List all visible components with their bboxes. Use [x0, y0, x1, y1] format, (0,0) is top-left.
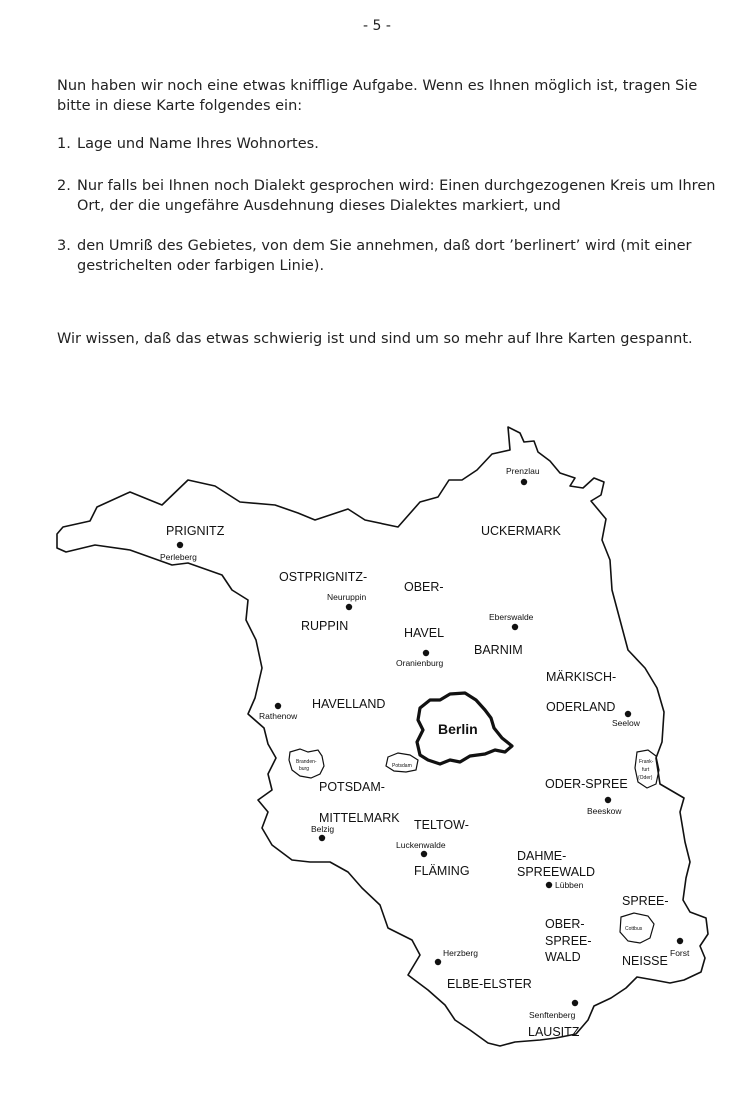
region-maerkisch: MÄRKISCH-: [546, 670, 617, 684]
region-wald: WALD: [545, 950, 581, 964]
region-uckermark: UCKERMARK: [481, 524, 561, 538]
region-elbe-elster: ELBE-ELSTER: [447, 977, 532, 991]
city-eberswalde: Eberswalde: [489, 612, 534, 622]
city-dot-herzberg: [435, 959, 441, 965]
city-rathenow: Rathenow: [259, 711, 298, 721]
region-dahme: DAHME-: [517, 849, 567, 863]
city-dot-luckenwalde: [421, 851, 427, 857]
cottbus-city-label: Cottbus: [625, 926, 643, 932]
berlin-label: Berlin: [438, 721, 478, 737]
region-spree-2: SPREE-: [545, 934, 592, 948]
region-lausitz: LAUSITZ: [528, 1025, 580, 1039]
city-beeskow: Beeskow: [587, 806, 622, 816]
region-spree: SPREE-: [622, 894, 669, 908]
list-item-number: 2.: [57, 178, 71, 194]
region-ober: OBER-: [404, 580, 444, 594]
region-ostprignitz: OSTPRIGNITZ-: [279, 570, 368, 584]
city-dot-perleberg: [177, 542, 183, 548]
city-belzig: Belzig: [311, 824, 335, 834]
state-outline: [57, 427, 708, 1046]
city-dot-neuruppin: [346, 604, 352, 610]
city-dot-rathenow: [275, 703, 281, 709]
region-havelland: HAVELLAND: [312, 697, 386, 711]
region-ober-2: OBER-: [545, 917, 585, 931]
city-dot-eberswalde: [512, 624, 518, 630]
region-havel: HAVEL: [404, 626, 445, 640]
brandenburg-city-label-1: Branden-: [296, 759, 317, 765]
city-oranienburg: Oranienburg: [396, 658, 444, 668]
region-neisse: NEISSE: [622, 954, 668, 968]
frankfurt-city-label-2: furt: [642, 767, 650, 773]
list-item-text: Nur falls bei Ihnen noch Dialekt gesprochen wird: Einen durchgezogenen Kreis um Ihren Ort, der die ungefähre Ausdehnung dieses Dialektes markiert, und: [77, 178, 716, 214]
region-potsdam: POTSDAM-: [319, 780, 385, 794]
region-teltow: TELTOW-: [414, 818, 469, 832]
city-dots: [177, 479, 683, 1006]
region-prignitz: PRIGNITZ: [166, 524, 225, 538]
region-flaeming: FLÄMING: [414, 864, 470, 878]
city-neuruppin: Neuruppin: [327, 592, 367, 602]
city-seelow: Seelow: [612, 718, 640, 728]
intro-paragraph: Nun haben wir noch eine etwas knifflige Aufgabe. Wenn es Ihnen möglich ist, tragen Sie bitte in diese Karte folgendes ein:: [57, 78, 698, 114]
city-dot-belzig: [319, 835, 325, 841]
frankfurt-city-label-3: (Oder): [638, 775, 653, 781]
city-senftenberg: Senftenberg: [529, 1010, 576, 1020]
city-forst: Forst: [670, 948, 690, 958]
city-dot-seelow: [625, 711, 631, 717]
city-luebben: Lübben: [555, 880, 584, 890]
region-oderland: ODERLAND: [546, 700, 616, 714]
region-mittelmark: MITTELMARK: [319, 811, 400, 825]
list-item-text: Lage und Name Ihres Wohnortes.: [77, 136, 319, 152]
page-number: - 5 -: [363, 18, 391, 34]
brandenburg-city-label-2: burg: [299, 766, 310, 772]
region-spreewald: SPREEWALD: [517, 865, 596, 879]
region-oder-spree: ODER-SPREE: [545, 777, 628, 791]
city-perleberg: Perleberg: [160, 552, 197, 562]
city-dot-luebben: [546, 882, 552, 888]
city-prenzlau: Prenzlau: [506, 466, 540, 476]
city-dot-beeskow: [605, 797, 611, 803]
region-barnim: BARNIM: [474, 643, 523, 657]
list-item-number: 1.: [57, 136, 71, 152]
list-item-text: den Umriß des Gebietes, von dem Sie annehmen, daß dort ’berlinert’ wird (mit einer gestrichelten oder farbigen Linie).: [77, 238, 692, 274]
city-dot-prenzlau: [521, 479, 527, 485]
city-luckenwalde: Luckenwalde: [396, 840, 446, 850]
potsdam-city-label: Potsdam: [392, 763, 412, 769]
region-ruppin: RUPPIN: [301, 619, 349, 633]
city-dot-forst: [677, 938, 683, 944]
frankfurt-city-label-1: Frank-: [639, 759, 654, 765]
city-herzberg: Herzberg: [443, 948, 478, 958]
city-dot-oranienburg: [423, 650, 429, 656]
list-item-number: 3.: [57, 238, 71, 254]
city-dot-senftenberg: [572, 1000, 578, 1006]
closing-paragraph: Wir wissen, daß das etwas schwierig ist und sind um so mehr auf Ihre Karten gespannt.: [57, 331, 693, 347]
